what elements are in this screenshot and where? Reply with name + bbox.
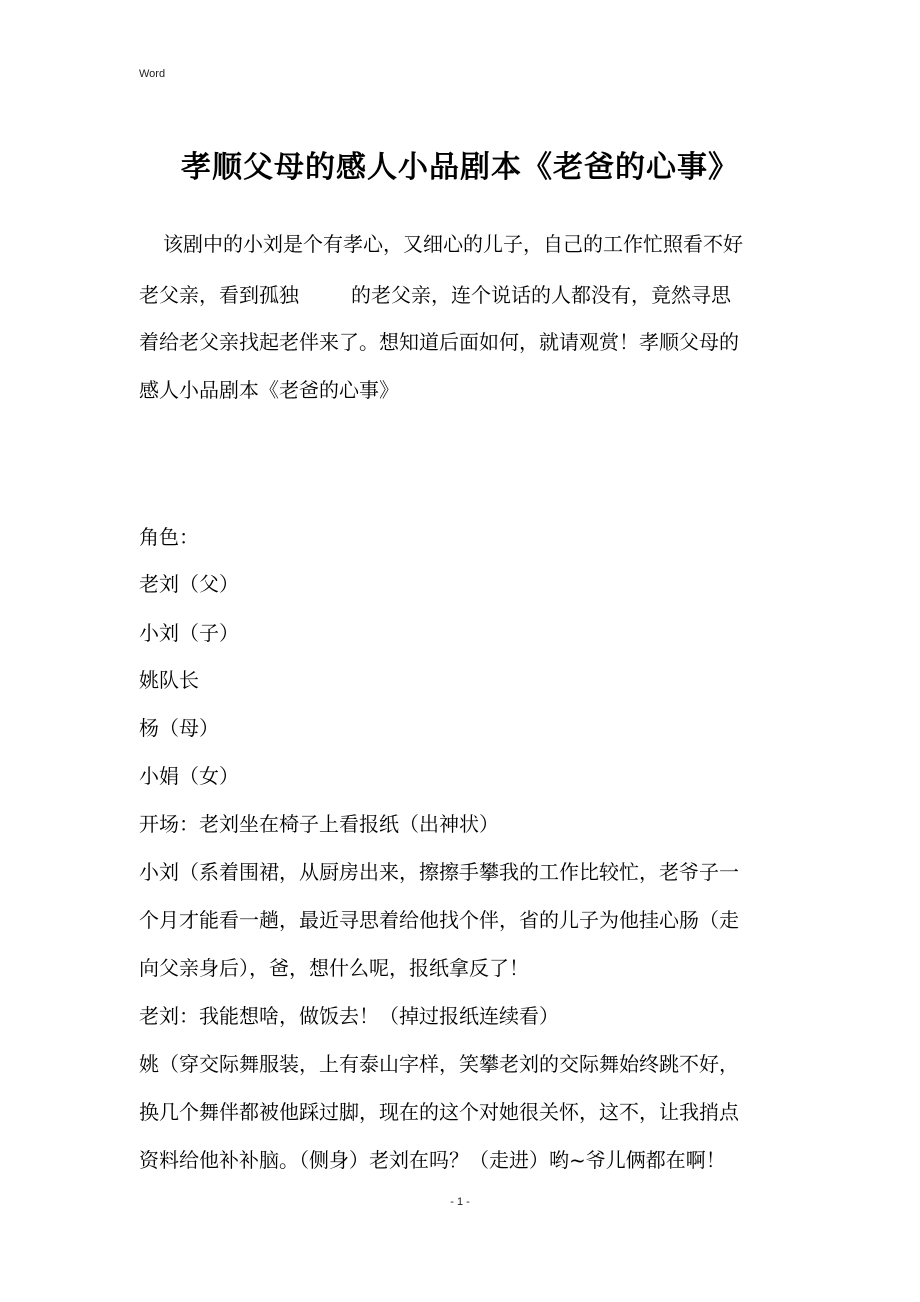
script-line: 资料给他补补脑。（侧身）老刘在吗？（走进）哟~爷儿俩都在啊！ bbox=[139, 1148, 726, 1172]
script-line: 姚（穿交际舞服装，上有泰山字样，笑攀老刘的交际舞始终跳不好， bbox=[139, 1052, 739, 1076]
intro-line-4: 感人小品剧本《老爸的心事》 bbox=[139, 378, 399, 402]
intro-line-2 bbox=[139, 282, 731, 308]
script-line: 换几个舞伴都被他踩过脚，现在的这个对她很关怀，这不，让我捎点 bbox=[139, 1100, 739, 1124]
role-item: 杨（母） bbox=[139, 716, 219, 740]
script-line: 小刘（系着围裙，从厨房出来，擦擦手攀我的工作比较忙，老爷子一 bbox=[139, 860, 739, 884]
document-title: 孝顺父母的感人小品剧本《老爸的心事》 bbox=[181, 150, 739, 185]
script-line: 老刘：我能想啥，做饭去！（掉过报纸连续看） bbox=[139, 1004, 559, 1028]
intro-line-1: 该剧中的小刘是个有孝心，又细心的儿子，自己的工作忙照看不好 bbox=[163, 232, 743, 256]
script-line: 向父亲身后），爸，想什么呢，报纸拿反了！ bbox=[139, 956, 529, 980]
role-item: 姚队长 bbox=[139, 668, 199, 692]
role-item: 老刘（父） bbox=[139, 572, 239, 596]
script-opening: 开场：老刘坐在椅子上看报纸（出神状） bbox=[139, 812, 499, 836]
intro-line-2-part-b: 的老父亲，连个说话的人都没有，竟然寻思 bbox=[351, 283, 731, 307]
page-number: - 1 - bbox=[450, 1196, 470, 1208]
script-line: 个月才能看一趟，最近寻思着给他找个伴，省的儿子为他挂心肠（走 bbox=[139, 908, 739, 932]
roles-heading: 角色： bbox=[139, 525, 199, 549]
intro-line-3: 着给老父亲找起老伴来了。想知道后面如何，就请观赏！孝顺父母的 bbox=[139, 330, 739, 354]
header-label: Word bbox=[139, 68, 166, 80]
intro-line-2-part-a: 老父亲，看到孤独 bbox=[139, 283, 299, 307]
role-item: 小刘（子） bbox=[139, 621, 239, 645]
role-item: 小娟（女） bbox=[139, 764, 239, 788]
